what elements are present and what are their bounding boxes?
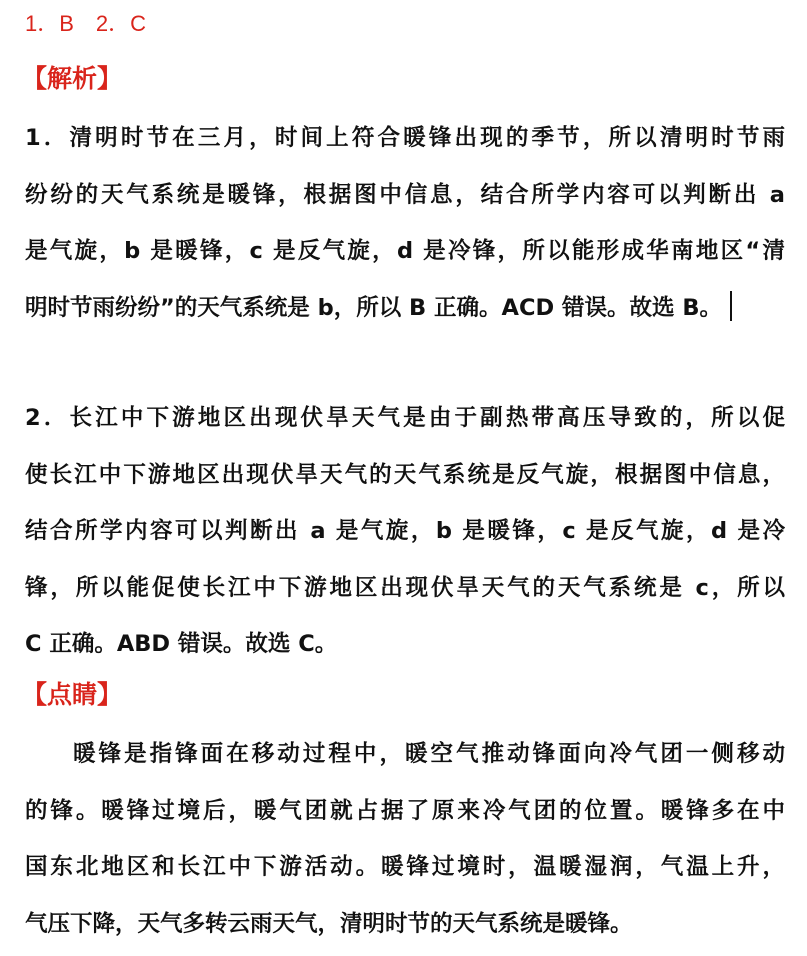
text-line: 使长江中下游地区出现伏旱天气的天气系统是反气旋，根据图中信息， [25,461,785,488]
text-line: C 正确。ABD 错误。故选 C。 [25,631,338,657]
analysis-label: 【解析】 [22,64,123,93]
text-line: 的锋。暖锋过境后，暖气团就占据了原来冷气团的位置。暖锋多在中 [25,797,785,824]
text-line-last [25,280,785,337]
text-line: 1．清明时节在三月，时间上符合暖锋出现的季节，所以清明时节雨 [25,125,785,151]
text-line: 气压下降，天气多转云雨天气，清明时节的天气系统是暖锋。 [25,910,633,937]
text-line: 国东北地区和长江中下游活动。暖锋过境时，温暖湿润，气温上升， [25,854,785,880]
dianjing-label: 【点睛】 [22,680,123,709]
analysis-question-2 [25,390,785,673]
text-line: 结合所学内容可以判断出 a 是气旋，b 是暖锋，c 是反气旋，d 是冷 [25,518,785,544]
text-line: 纷纷的天气系统是暖锋，根据图中信息，结合所学内容可以判断出 a [25,181,785,208]
text-line: 锋，所以能促使长江中下游地区出现伏旱天气的天气系统是 c，所以 [25,574,785,601]
text-cursor [730,291,732,321]
analysis-question-1 [25,110,785,336]
dianjing-paragraph [25,726,785,952]
text-line: 明时节雨纷纷”的天气系统是 b，所以 B 正确。ACD 错误。故选 B。 [25,294,722,321]
text-line: 暖锋是指锋面在移动过程中，暖空气推动锋面向冷气团一侧移动 [73,741,785,767]
answer-key: 1．B 2．C [25,11,147,36]
text-line: 是气旋，b 是暖锋，c 是反气旋，d 是冷锋，所以能形成华南地区“清 [25,238,785,264]
text-line: 2．长江中下游地区出现伏旱天气是由于副热带高压导致的，所以促 [25,405,785,431]
